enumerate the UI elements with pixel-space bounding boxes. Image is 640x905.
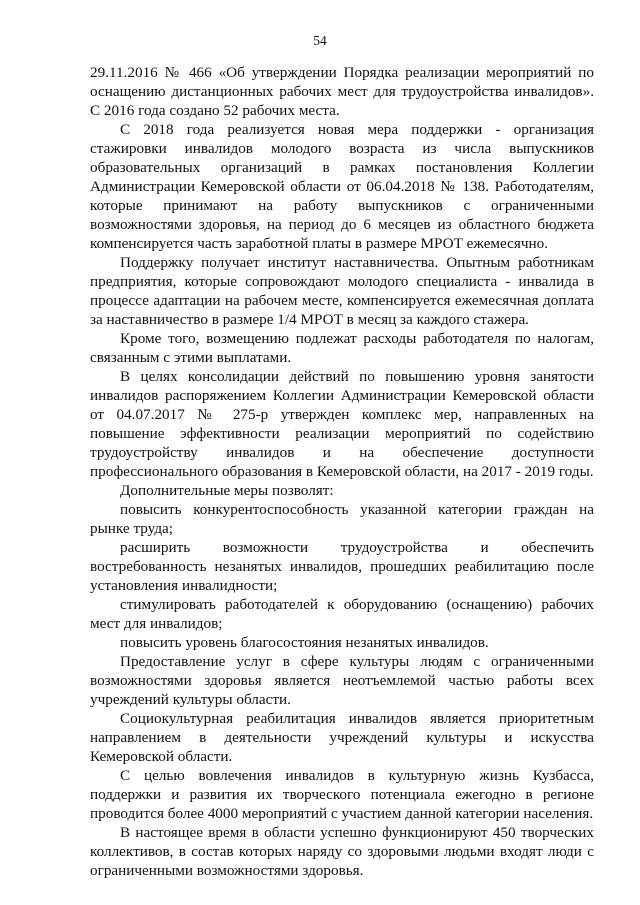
paragraph: Поддержку получает институт наставничества. Опытным работникам предприятия, которые сопровождают молодого специалиста - инвалида в процессе адаптации на рабочем месте, компенсируется ежемесячная доплата за наставничество в размере 1/4 МРОТ в месяц за каждого стажера. — [90, 254, 594, 328]
paragraph: Социокультурная реабилитация инвалидов является приоритетным направлением в деятельности учреждений культуры и искусства Кемеровской области. — [90, 710, 594, 765]
page-number: 54 — [313, 33, 327, 48]
paragraph: В настоящее время в области успешно функционируют 450 творческих коллективов, в состав которых наряду со здоровыми людьми входят люди с ограниченными возможностями здоровья. — [90, 824, 594, 879]
paragraph: Дополнительные меры позволят: — [120, 482, 334, 499]
paragraph: В целях консолидации действий по повышению уровня занятости инвалидов распоряжением Коллегии Администрации Кемеровской области от 04.07.2017 № 275-р утвержден комплекс мер, направленных на повышение эффективности реализации мероприятий по содействию трудоустройству инвалидов и на обеспечение доступности профессионального образования в Кемеровской области, на 2017 - 2019 годы. — [90, 368, 594, 480]
list-item: расширить возможности трудоустройства и обеспечить востребованность незанятых инвалидов, прошедших реабилитацию после установления инвалидности; — [90, 539, 594, 594]
paragraph: Предоставление услуг в сфере культуры людям с ограниченными возможностями здоровья является неотъемлемой частью работы всех учреждений культуры области. — [90, 653, 594, 708]
list-item: стимулировать работодателей к оборудованию (оснащению) рабочих мест для инвалидов; — [90, 596, 594, 632]
paragraph: Кроме того, возмещению подлежат расходы работодателя по налогам, связанным с этими выплатами. — [90, 330, 594, 366]
paragraph: 29.11.2016 № 466 «Об утверждении Порядка реализации мероприятий по оснащению дистанционных рабочих мест для трудоустройства инвалидов». С 2016 года создано 52 рабочих места. — [90, 64, 594, 119]
list-item: повысить уровень благосостояния незанятых инвалидов. — [120, 634, 489, 651]
paragraph: С 2018 года реализуется новая мера поддержки - организация стажировки инвалидов молодого возраста из числа выпускников образовательных организаций в рамках постановления Коллегии Администрации Кемеровской области от 06.04.2018 № 138. Работодателям, которые принимают на работу выпускников с ограниченными возможностями здоровья, на период до 6 месяцев из областного бюджета компенсируется часть заработной платы в размере МРОТ ежемесячно. — [90, 121, 594, 252]
document-body — [90, 63, 594, 880]
list-item: повысить конкурентоспособность указанной категории граждан на рынке труда; — [90, 501, 594, 537]
paragraph: С целью вовлечения инвалидов в культурную жизнь Кузбасса, поддержки и развития их творческого потенциала ежегодно в регионе проводится более 4000 мероприятий с участием данной категории населения. — [90, 767, 594, 822]
